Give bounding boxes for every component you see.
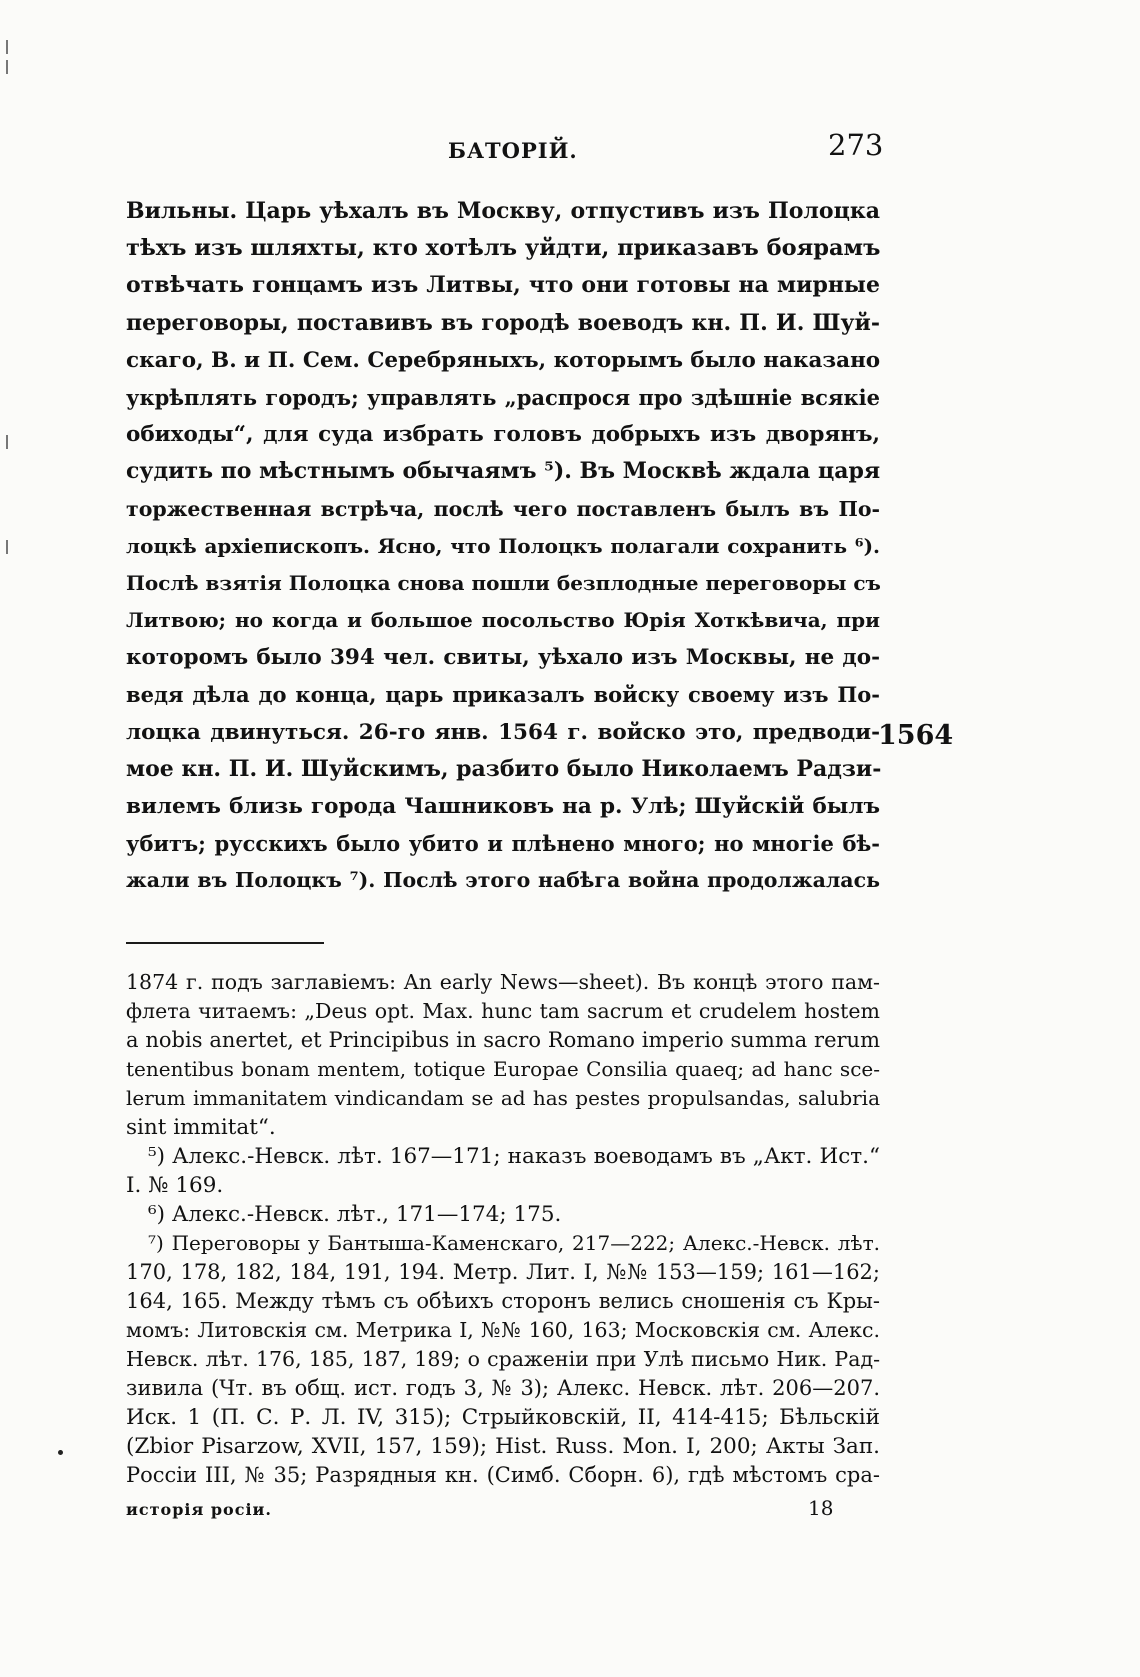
footnote-line: момъ: Литовскія см. Метрика I, №№ 160, 163; Московскія см. Алекс. xyxy=(126,1318,880,1342)
signature-number: 18 xyxy=(808,1496,834,1520)
footnote-line: Иск. 1 (П. С. Р. Л. IV, 315); Стрыйковскій, II, 414-415; Бѣльскій xyxy=(126,1405,880,1430)
text-line: ведя дѣла до конца, царь приказалъ войску своему изъ По- xyxy=(126,682,880,708)
text-line: Вильны. Царь уѣхалъ въ Москву, отпустивъ изъ Полоцка xyxy=(126,198,880,224)
text-line: жали въ Полоцкъ ⁷). Послѣ этого набѣга война продолжалась xyxy=(126,868,880,893)
margin-dot xyxy=(58,1450,63,1455)
footnote-line: 164, 165. Между тѣмъ съ обѣихъ сторонъ велись сношенія съ Кры- xyxy=(126,1289,880,1313)
running-title: БАТОРІЙ. xyxy=(448,138,578,163)
footnote-line: a nobis anertet, et Principibus in sacro Romano imperio summa rerum xyxy=(126,1028,880,1052)
margin-year-note: 1564 xyxy=(878,720,954,751)
footnote-rule xyxy=(126,942,324,944)
footnote-7: ⁷) Переговоры у Бантыша-Каменскаго, 217—222; Алекс.-Невск. лѣт. xyxy=(148,1231,880,1255)
footnotes xyxy=(126,968,880,1490)
text-line: Послѣ взятія Полоцка снова пошли безплодные переговоры съ xyxy=(126,570,881,595)
footnote-line: (Zbior Pisarzow, XVII, 157, 159); Hist. Russ. Mon. I, 200; Акты Зап. xyxy=(126,1434,880,1459)
footnote-line: Россіи III, № 35; Разрядныя кн. (Симб. Сборн. 6), гдѣ мѣстомъ сра- xyxy=(126,1463,880,1487)
text-line: отвѣчать гонцамъ изъ Литвы, что они готовы на мирные xyxy=(126,272,880,299)
footnote-5: ⁵) Алекс.-Невск. лѣт. 167—171; наказъ воеводамъ въ „Акт. Ист.“ xyxy=(148,1144,880,1169)
footnote-line: I. № 169. xyxy=(126,1173,224,1198)
main-text xyxy=(126,193,880,900)
text-line: переговоры, поставивъ въ городѣ воеводъ кн. П. И. Шуй- xyxy=(126,309,880,336)
text-line: обиходы“, для суда избрать головъ добрыхъ изъ дворянъ, xyxy=(126,422,880,448)
text-line: лоцкѣ архіепископъ. Ясно, что Полоцкъ полагали сохранить ⁶). xyxy=(126,533,880,558)
text-line: которомъ было 394 чел. свиты, уѣхало изъ Москвы, не до- xyxy=(126,645,880,671)
footnote-line: 1874 г. подъ заглавіемъ: An early News—sheet). Въ концѣ этого пам- xyxy=(126,970,880,994)
footnote-line: tenentibus bonam mentem, totique Europae Consilia quaeq; ad hanc sce- xyxy=(126,1057,880,1081)
text-line: судить по мѣстнымъ обычаямъ ⁵). Въ Москвѣ ждала царя xyxy=(126,458,881,485)
text-line: укрѣплять городъ; управлять „распрося про здѣшніе всякіе xyxy=(126,384,880,410)
footnote-line: lerum immanitatem vindicandam se ad has pestes propulsandas, salubria xyxy=(126,1086,880,1110)
footnote-line: 170, 178, 182, 184, 191, 194. Метр. Лит. I, №№ 153—159; 161—162; xyxy=(126,1260,880,1284)
text-line: Литвою; но когда и большое посольство Юрія Хоткѣвича, при xyxy=(126,608,880,633)
text-line: скаго, В. и П. Сем. Серебряныхъ, которымъ было наказано xyxy=(126,347,881,373)
page-number: 273 xyxy=(828,128,884,162)
text-line: торжественная встрѣча, послѣ чего поставленъ былъ въ По- xyxy=(126,496,880,521)
text-line: мое кн. П. И. Шуйскимъ, разбито было Николаемъ Радзи- xyxy=(126,755,882,782)
footnote-6: ⁶) Алекс.-Невск. лѣт., 171—174; 175. xyxy=(148,1202,562,1227)
margin-tick xyxy=(6,540,8,554)
text-line: лоцка двинуться. 26-го янв. 1564 г. войско это, предводи- xyxy=(126,719,880,745)
footnote-line: флета читаемъ: „Deus opt. Max. hunc tam sacrum et crudelem hostem xyxy=(126,999,880,1023)
printer-signature: исторія росіи. xyxy=(126,1500,272,1519)
margin-tick xyxy=(6,40,8,54)
text-line: тѣхъ изъ шляхты, кто хотѣлъ уйдти, приказавъ боярамъ xyxy=(126,235,881,262)
footnote-line: sint immitat“. xyxy=(126,1115,276,1140)
footnote-line: Невск. лѣт. 176, 185, 187, 189; о сраженіи при Улѣ письмо Ник. Рад- xyxy=(126,1347,880,1371)
text-line: вилемъ близь города Чашниковъ на р. Улѣ; Шуйскій былъ xyxy=(126,794,880,819)
footnote-line: зивила (Чт. въ общ. ист. годъ 3, № 3); Алекс. Невск. лѣт. 206—207. xyxy=(126,1376,880,1400)
margin-tick xyxy=(6,435,8,449)
margin-tick xyxy=(6,60,8,74)
text-line: убитъ; русскихъ было убито и плѣнено много; но многіе бѣ- xyxy=(126,831,880,857)
